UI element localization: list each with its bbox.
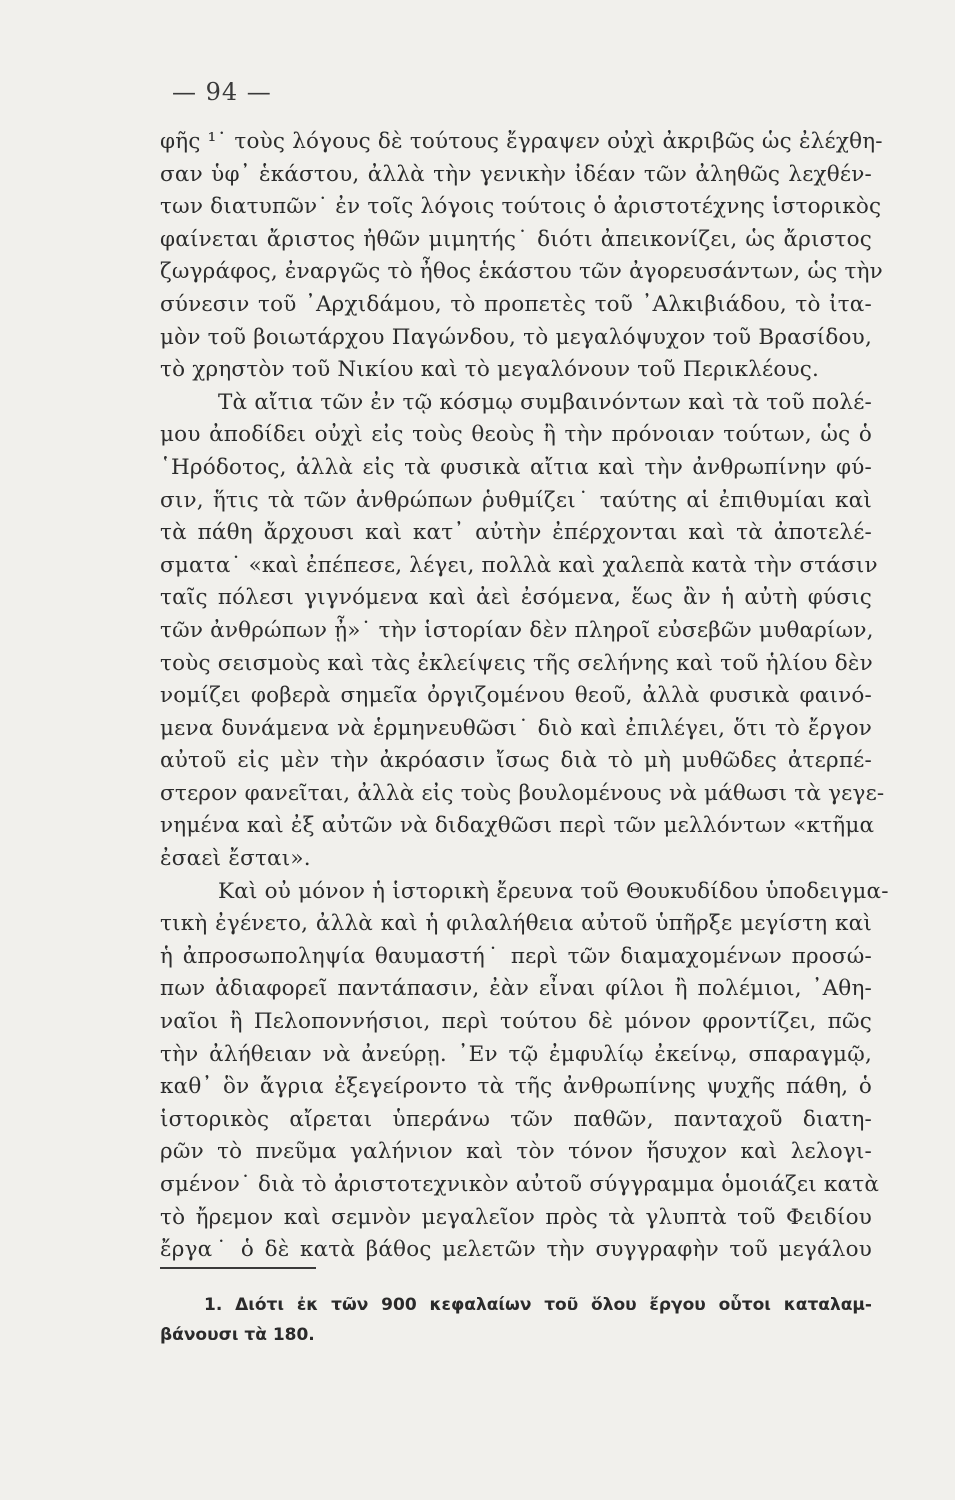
text-line: σιν, ἥτις τὰ τῶν ἀνθρώπων ῥυθμίζει˙ ταύτης αἱ ἐπιθυμίαι καὶ (160, 487, 872, 513)
text-line: τῶν ἀνθρώπων ᾖ»˙ τὴν ἱστορίαν δὲν πληροῖ εὐσεβῶν μυθαρίων, (160, 617, 874, 643)
footnote-line: 1. Διότι ἐκ τῶν 900 κεφαλαίων τοῦ ὅλου ἔργου οὗτοι καταλαμ- (204, 1295, 872, 1315)
text-line: ἔργα˙ ὁ δὲ κατὰ βάθος μελετῶν τὴν συγγραφὴν τοῦ μεγάλου (160, 1237, 872, 1263)
text-line: σύνεσιν τοῦ ᾿Αρχιδάμου, τὸ προπετὲς τοῦ ᾿Αλκιβιάδου, τὸ ἰτα- (160, 291, 872, 317)
text-line: των διατυπῶν˙ ἐν τοῖς λόγοις τούτοις ὁ ἀριστοτέχνης ἱστορικὸς (160, 194, 882, 220)
text-line: τὰ πάθη ἄρχουσι καὶ κατ᾽ αὐτὴν ἐπέρχονται καὶ τὰ ἀποτελέ- (160, 520, 872, 546)
text-line: νομίζει φοβερὰ σημεῖα ὀργιζομένου θεοῦ, ἀλλὰ φυσικὰ φαινό- (160, 683, 872, 709)
text-line: αὐτοῦ εἰς μὲν τὴν ἀκρόασιν ἴσως διὰ τὸ μὴ μυθῶδες ἀτερπέ- (160, 748, 872, 774)
text-line: ἱστορικὸς αἴρεται ὑπεράνω τῶν παθῶν, πανταχοῦ διατη- (160, 1106, 872, 1132)
text-line: τὸ ἤρεμον καὶ σεμνὸν μεγαλεῖον πρὸς τὰ γλυπτὰ τοῦ Φειδίου (160, 1204, 872, 1230)
text-line: ζωγράφος, ἐναργῶς τὸ ἦθος ἑκάστου τῶν ἀγορευσάντων, ὡς τὴν (160, 259, 883, 285)
text-line: τικὴ ἐγένετο, ἀλλὰ καὶ ἡ φιλαλήθεια αὐτοῦ ὑπῆρξε μεγίστη καὶ (160, 911, 872, 937)
text-line: μενα δυνάμενα νὰ ἑρμηνευθῶσι˙ διὸ καὶ ἐπιλέγει, ὅτι τὸ ἔργον (160, 715, 872, 741)
text-line: ρῶν τὸ πνεῦμα γαλήνιον καὶ τὸν τόνον ἥσυχον καὶ λελογι- (160, 1139, 872, 1165)
text-line: ἐσαεὶ ἔσται». (160, 846, 311, 872)
text-line: νημένα καὶ ἐξ αὐτῶν νὰ διδαχθῶσι περὶ τῶν μελλόντων «κτῆμα (160, 813, 875, 839)
text-line: καθ᾽ ὃν ἄγρια ἐξεγείροντο τὰ τῆς ἀνθρωπίνης ψυχῆς πάθη, ὁ (160, 1074, 872, 1100)
text-line: ἡ ἀπροσωποληψία θαυμαστή˙ περὶ τῶν διαμαχομένων προσώ- (160, 943, 872, 969)
text-line: σαν ὑφ᾽ ἑκάστου, ἀλλὰ τὴν γενικὴν ἰδέαν τῶν ἀληθῶς λεχθέν- (160, 161, 872, 187)
text-line: τοὺς σεισμοὺς καὶ τὰς ἐκλείψεις τῆς σελήνης καὶ τοῦ ἡλίου δὲν (160, 650, 873, 676)
page-number: — 94 — (172, 78, 272, 106)
paragraph-start-line: Καὶ οὐ μόνον ἡ ἱστορικὴ ἔρευνα τοῦ Θουκυδίδου ὑποδειγμα- (218, 878, 889, 904)
text-line: σμένον˙ διὰ τὸ ἀριστοτεχνικὸν αὐτοῦ σύγγραμμα ὁμοιάζει κατὰ (160, 1172, 880, 1197)
footnote-separator (160, 1267, 316, 1269)
text-line: πων ἀδιαφορεῖ παντάπασιν, ἐὰν εἶναι φίλοι ἢ πολέμιοι, ᾿Αθη- (160, 976, 872, 1002)
text-line: μου ἀποδίδει οὐχὶ εἰς τοὺς θεοὺς ἢ τὴν πρόνοιαν τούτων, ὡς ὁ (160, 422, 872, 448)
body-text (160, 126, 889, 1267)
footnote (160, 1290, 872, 1350)
text-line: ῾Ηρόδοτος, ἀλλὰ εἰς τὰ φυσικὰ αἴτια καὶ τὴν ἀνθρωπίνην φύ- (160, 454, 872, 480)
text-line: μὸν τοῦ βοιωτάρχου Παγώνδου, τὸ μεγαλόψυχον τοῦ Βρασίδου, (160, 324, 872, 350)
paragraph-start-line: Τὰ αἴτια τῶν ἐν τῷ κόσμῳ συμβαινόντων καὶ τὰ τοῦ πολέ- (218, 389, 872, 415)
text-line: τὸ χρηστὸν τοῦ Νικίου καὶ τὸ μεγαλόνουν τοῦ Περικλέους. (160, 357, 820, 383)
footnote-line: βάνουσι τὰ 180. (160, 1325, 315, 1345)
text-line: φαίνεται ἄριστος ἠθῶν μιμητής˙ διότι ἀπεικονίζει, ὡς ἄριστος (160, 226, 872, 252)
text-line: σματα˙ «καὶ ἐπέπεσε, λέγει, πολλὰ καὶ χαλεπὰ κατὰ τὴν στάσιν (160, 552, 878, 578)
text-line: στερον φανεῖται, ἀλλὰ εἰς τοὺς βουλομένους νὰ μάθωσι τὰ γεγε- (160, 780, 885, 806)
text-line: τὴν ἀλήθειαν νὰ ἀνεύρῃ. ᾿Εν τῷ ἐμφυλίῳ ἐκείνῳ, σπαραγμῷ, (160, 1041, 872, 1067)
text-line: ναῖοι ἢ Πελοποννήσιοι, περὶ τούτου δὲ μόνον φροντίζει, πῶς (160, 1009, 872, 1035)
text-line: ταῖς πόλεσι γιγνόμενα καὶ ἀεὶ ἐσόμενα, ἕως ἂν ἡ αὐτὴ φύσις (160, 585, 872, 611)
text-line: φῆς ¹˙ τοὺς λόγους δὲ τούτους ἔγραψεν οὐχὶ ἀκριβῶς ὡς ἐλέχθη- (160, 129, 883, 154)
